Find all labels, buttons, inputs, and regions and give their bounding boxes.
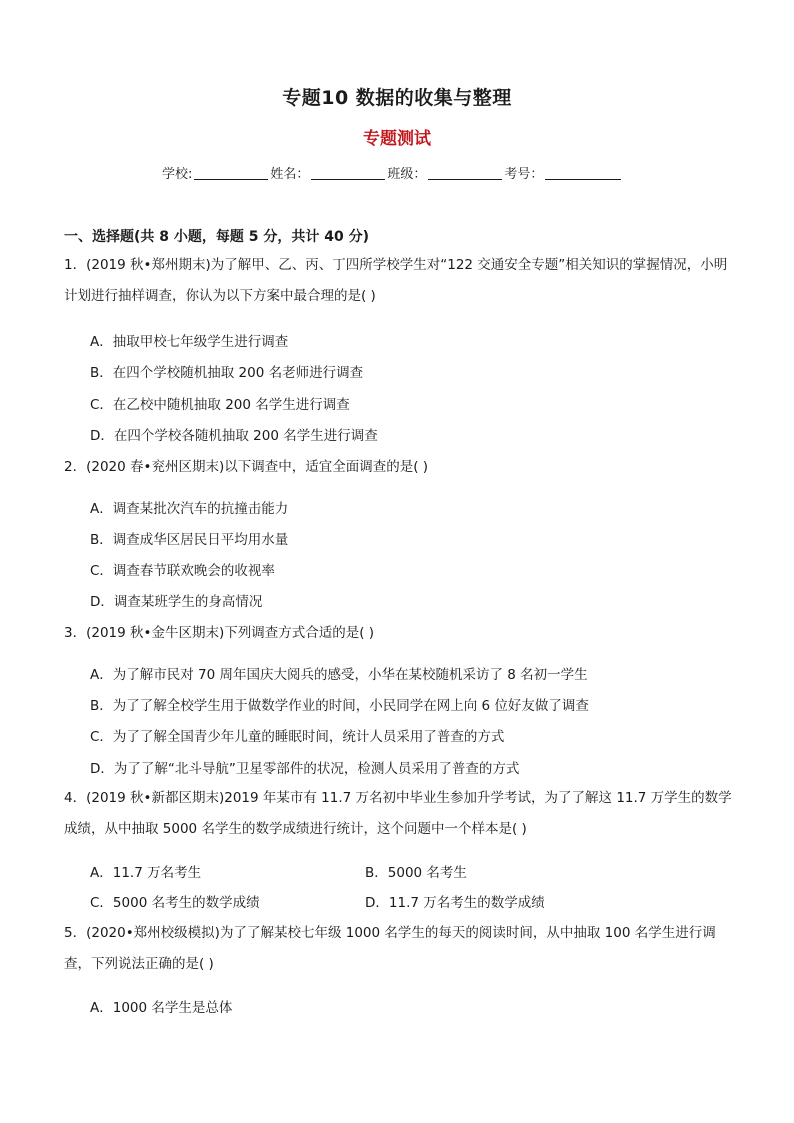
- option-c: C．在乙校中随机抽取 200 名学生进行调查: [90, 397, 350, 413]
- option-a: A．11.7 万名考生: [90, 865, 202, 881]
- name-blank[interactable]: [311, 165, 385, 180]
- option-c: C．为了了解全国青少年儿童的睡眠时间，统计人员采用了普查的方式: [90, 729, 505, 745]
- option-d: D．为了了解“北斗导航”卫星零部件的状况，检测人员采用了普查的方式: [90, 761, 520, 777]
- question-stem: 3．(2019 秋•金牛区期末)下列调查方式合适的是( ): [64, 625, 375, 641]
- option-d: D．在四个学校各随机抽取 200 名学生进行调查: [90, 428, 378, 444]
- class-blank[interactable]: [428, 165, 502, 180]
- section-heading: 一、选择题(共 8 小题，每题 5 分，共计 40 分): [64, 229, 370, 245]
- number-label: 考号：: [504, 167, 544, 182]
- option-a: A．为了解市民对 70 周年国庆大阅兵的感受，小华在某校随机采访了 8 名初一学生: [90, 667, 588, 683]
- option-a: A．调查某批次汽车的抗撞击能力: [90, 501, 289, 517]
- option-b: B．调查成华区居民日平均用水量: [90, 532, 289, 548]
- option-d: D．调查某班学生的身高情况: [90, 594, 263, 610]
- school-blank[interactable]: [194, 165, 268, 180]
- school-label: 学校:: [162, 167, 193, 182]
- option-d: D．11.7 万名考生的数学成绩: [365, 895, 545, 911]
- page-title: 专题10 数据的收集与整理: [282, 87, 512, 109]
- option-b: B．为了了解全校学生用于做数学作业的时间，小民同学在网上向 6 位好友做了调查: [90, 698, 589, 714]
- question-stem: 2．(2020 春•兖州区期末)以下调查中，适宜全面调查的是( ): [64, 459, 429, 475]
- student-info-line: [162, 163, 623, 182]
- class-label: 班级：: [387, 167, 427, 182]
- option-b: B．5000 名考生: [365, 865, 467, 881]
- number-blank[interactable]: [545, 165, 621, 180]
- option-a: A．抽取甲校七年级学生进行调查: [90, 334, 289, 350]
- name-label: 姓名：: [270, 167, 310, 182]
- question-stem: 5．(2020•郑州校级模拟)为了了解某校七年级 1000 名学生的每天的阅读时间，从中抽取 100 名学生进行调查，下列说法正确的是( ): [64, 925, 716, 972]
- question-stem: 4．(2019 秋•新都区期末)2019 年某市有 11.7 万名初中毕业生参加升学考试，为了了解这 11.7 万学生的数学成绩，从中抽取 5000 名学生的数学成绩进行统计，这个问题中一个样本是( ): [64, 790, 732, 837]
- option-a: A．1000 名学生是总体: [90, 1000, 233, 1016]
- question-stem: 1．(2019 秋•郑州期末)为了解甲、乙、丙、丁四所学校学生对“122 交通安全专题”相关知识的掌握情况，小明计划进行抽样调查，你认为以下方案中最合理的是( ): [64, 257, 728, 304]
- option-c: C．调查春节联欢晚会的收视率: [90, 563, 275, 579]
- page-subtitle: 专题测试: [363, 129, 431, 149]
- option-c: C．5000 名考生的数学成绩: [90, 895, 260, 911]
- option-b: B．在四个学校随机抽取 200 名老师进行调查: [90, 365, 364, 381]
